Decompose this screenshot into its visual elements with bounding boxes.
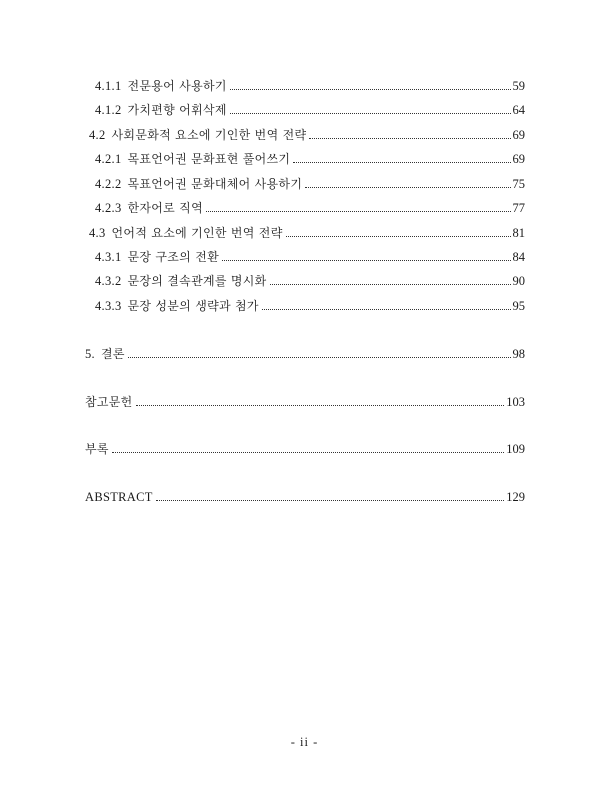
toc-entry-title: 5. 결론	[85, 347, 125, 361]
toc-entry-title: 4.3 언어적 요소에 기인한 번역 전략	[89, 226, 283, 240]
toc-entry	[95, 78, 525, 94]
toc-entry-title: 4.2.3 한자어로 직역	[95, 201, 203, 215]
toc-page-number: 90	[512, 274, 525, 288]
toc-dot-leader	[222, 260, 511, 261]
toc-entry	[85, 394, 525, 410]
toc-entry	[95, 151, 525, 167]
toc-dot-leader	[230, 113, 511, 114]
toc-entry-title: 4.2 사회문화적 요소에 기인한 번역 전략	[89, 128, 307, 142]
toc-dot-leader	[128, 357, 511, 358]
toc-page-number: 84	[512, 250, 525, 264]
toc-entry-title: 부록	[85, 442, 109, 456]
toc-dot-leader	[230, 89, 511, 90]
toc-page-number: 109	[506, 442, 525, 456]
toc-page-number: 69	[512, 152, 525, 166]
toc-dot-leader	[262, 309, 511, 310]
toc-entry	[95, 273, 525, 289]
toc-entry	[89, 127, 525, 143]
toc-entry	[95, 176, 525, 192]
toc-entry-title: ABSTRACT	[85, 490, 153, 504]
toc-entry	[89, 225, 525, 241]
toc-dot-leader	[305, 187, 510, 188]
toc-page-number: 95	[512, 299, 525, 313]
toc-entry-title: 4.3.2 문장의 결속관계를 명시화	[95, 274, 267, 288]
toc-entry	[85, 489, 525, 505]
toc-entry-title: 4.1.2 가치편향 어휘삭제	[95, 103, 227, 117]
toc-dot-leader	[112, 452, 504, 453]
toc-dot-leader	[136, 405, 505, 406]
toc-dot-leader	[156, 500, 505, 501]
toc-entry	[95, 102, 525, 118]
toc-page-number: 77	[512, 201, 525, 215]
toc-dot-leader	[309, 138, 510, 139]
toc-page-number: 69	[512, 128, 525, 142]
toc-page-number: 129	[506, 490, 525, 504]
toc-page-number: 75	[512, 177, 525, 191]
toc-page-number: 98	[512, 347, 525, 361]
toc-page-number: 59	[512, 79, 525, 93]
toc-entry-title: 4.3.3 문장 성분의 생략과 첨가	[95, 299, 259, 313]
toc-entry-title: 참고문헌	[85, 395, 133, 409]
toc-entry	[85, 346, 525, 362]
toc-page-number: 81	[512, 226, 525, 240]
toc-entry	[95, 200, 525, 216]
toc-entry-title: 4.2.2 목표언어권 문화대체어 사용하기	[95, 177, 303, 191]
toc-entry	[95, 249, 525, 265]
toc-entry	[95, 298, 525, 314]
toc-dot-leader	[270, 284, 511, 285]
toc-page-number: 64	[512, 103, 525, 117]
toc-dot-leader	[206, 211, 511, 212]
toc-entry-title: 4.1.1 전문용어 사용하기	[95, 79, 227, 93]
page-number-footer: - ii -	[290, 735, 319, 749]
toc-dot-leader	[286, 236, 511, 237]
toc-dot-leader	[293, 162, 510, 163]
toc-page-number: 103	[506, 395, 525, 409]
toc-entry	[85, 441, 525, 457]
toc-entry-title: 4.2.1 목표언어권 문화표현 풀어쓰기	[95, 152, 291, 166]
toc-entry-title: 4.3.1 문장 구조의 전환	[95, 250, 219, 264]
